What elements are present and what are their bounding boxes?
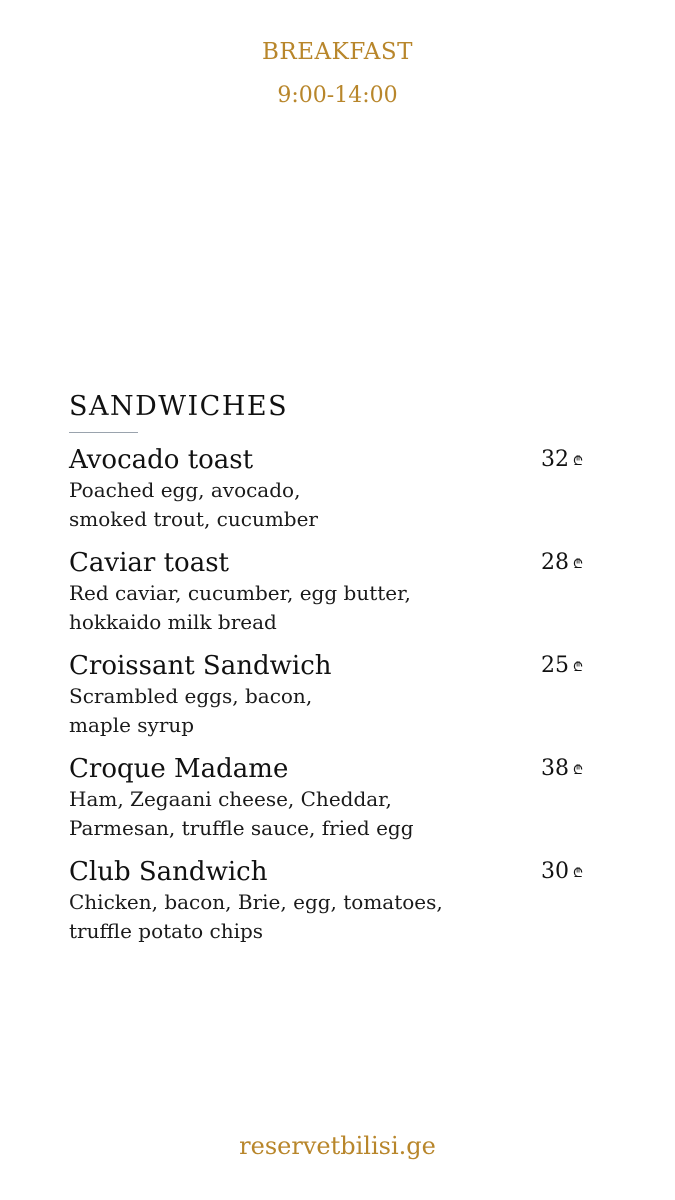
menu-item-caviar-toast xyxy=(69,548,599,651)
item-name: Croissant Sandwich xyxy=(69,651,332,681)
website-link[interactable]: reservetbilisi.ge xyxy=(239,1132,436,1160)
section-title: SANDWICHES xyxy=(69,391,289,422)
item-description xyxy=(69,785,509,843)
item-description-line: truffle potato chips xyxy=(69,919,264,943)
price-value: 25 xyxy=(541,653,569,678)
item-description-line: Parmesan, truffle sauce, fried egg xyxy=(69,816,414,840)
item-description xyxy=(69,682,509,740)
lari-currency-icon: ₾ xyxy=(573,763,584,778)
item-description-line: maple syrup xyxy=(69,713,195,737)
item-name: Avocado toast xyxy=(69,445,254,475)
price-value: 32 xyxy=(541,447,569,472)
lari-currency-icon: ₾ xyxy=(573,660,584,675)
item-name: Caviar toast xyxy=(69,548,229,578)
item-price xyxy=(541,857,583,889)
lari-currency-icon: ₾ xyxy=(573,866,584,881)
item-description-line: Scrambled eggs, bacon, xyxy=(69,684,313,708)
lari-currency-icon: ₾ xyxy=(573,557,584,572)
menu-item-croissant-sandwich xyxy=(69,651,599,754)
item-description-line: Poached egg, avocado, xyxy=(69,478,301,502)
menu-item-croque-madame xyxy=(69,754,599,857)
item-name: Club Sandwich xyxy=(69,857,268,887)
item-description xyxy=(69,476,509,534)
section-divider xyxy=(69,432,138,433)
menu-item-avocado-toast xyxy=(69,445,599,548)
meal-hours: 9:00-14:00 xyxy=(277,83,398,108)
price-value: 38 xyxy=(541,756,569,781)
item-price xyxy=(541,548,583,580)
price-value: 28 xyxy=(541,550,569,575)
item-description xyxy=(69,888,509,946)
item-description-line: smoked trout, cucumber xyxy=(69,507,318,531)
meal-title: BREAKFAST xyxy=(262,39,413,65)
price-value: 30 xyxy=(541,859,569,884)
item-price xyxy=(541,754,583,786)
item-name: Croque Madame xyxy=(69,754,289,784)
sandwiches-section xyxy=(69,388,599,960)
item-description-line: Red caviar, cucumber, egg butter, xyxy=(69,581,411,605)
item-description-line: Chicken, bacon, Brie, egg, tomatoes, xyxy=(69,890,443,914)
item-price xyxy=(541,445,583,477)
item-description-line: Ham, Zegaani cheese, Cheddar, xyxy=(69,787,392,811)
item-price xyxy=(541,651,583,683)
lari-currency-icon: ₾ xyxy=(573,454,584,469)
menu-item-club-sandwich xyxy=(69,857,599,960)
item-description-line: hokkaido milk bread xyxy=(69,610,277,634)
menu-header xyxy=(0,36,675,111)
item-description xyxy=(69,579,509,637)
